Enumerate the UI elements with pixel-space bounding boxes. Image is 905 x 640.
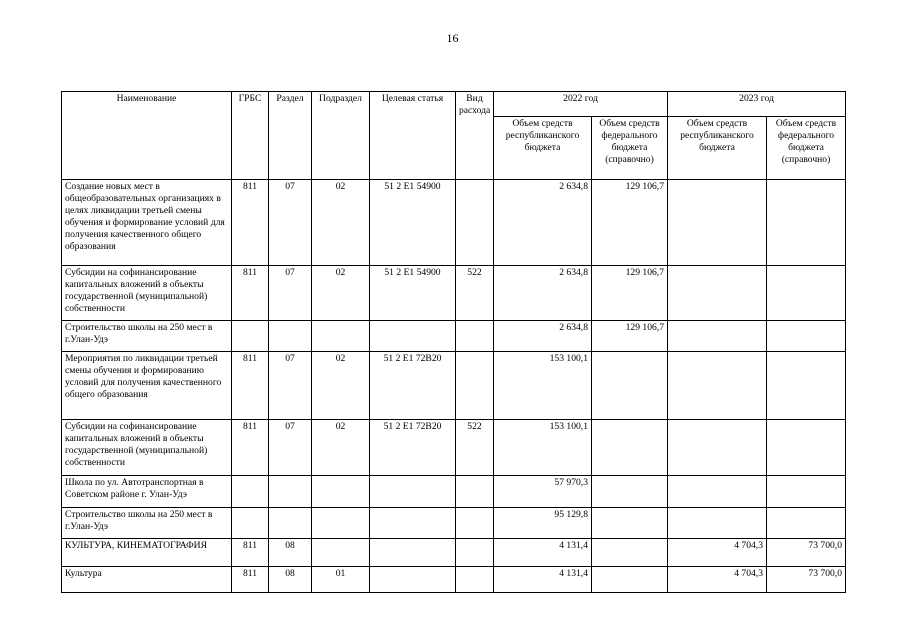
cell-name: Строительство школы на 250 мест в г.Улан-Удэ [62,321,232,352]
cell-republic-2023 [668,420,767,476]
cell-grbs: 811 [232,539,269,567]
cell-target: 51 2 Е1 54900 [370,180,456,266]
cell-republic-2022: 2 634,8 [494,180,592,266]
col-header-federal-2023: Объем средств федерального бюджета (справочно) [767,117,846,180]
cell-federal-2022: 129 106,7 [592,321,668,352]
cell-type: 522 [456,420,494,476]
table-row [62,508,846,539]
cell-subsection [312,476,370,508]
cell-subsection [312,508,370,539]
col-header-name: Наименование [62,92,232,180]
cell-federal-2023 [767,266,846,321]
col-header-year-2023: 2023 год [668,92,846,117]
cell-target [370,508,456,539]
cell-name: Субсидии на софинансирование капитальных вложений в объекты государственной (муниципальной) собственности [62,420,232,476]
cell-section: 07 [269,352,312,420]
cell-republic-2023 [668,352,767,420]
cell-federal-2022 [592,539,668,567]
col-header-federal-2022: Объем средств федерального бюджета (справочно) [592,117,668,180]
cell-type: 522 [456,266,494,321]
cell-name: Строительство школы на 250 мест в г.Улан-Удэ [62,508,232,539]
cell-target [370,567,456,593]
cell-name: Школа по ул. Автотранспортная в Советском районе г. Улан-Удэ [62,476,232,508]
table-row [62,321,846,352]
cell-name: Субсидии на софинансирование капитальных вложений в объекты государственной (муниципальной) собственности [62,266,232,321]
cell-grbs [232,321,269,352]
cell-section: 08 [269,567,312,593]
cell-type [456,508,494,539]
col-header-republic-2022: Объем средств республиканского бюджета [494,117,592,180]
cell-republic-2023 [668,476,767,508]
cell-section [269,321,312,352]
cell-republic-2022: 57 970,3 [494,476,592,508]
cell-section: 08 [269,539,312,567]
col-header-year-2022: 2022 год [494,92,668,117]
cell-target [370,539,456,567]
cell-federal-2022 [592,508,668,539]
cell-name: Мероприятия по ликвидации третьей смены обучения и формированию условий для получения качественного общего образования [62,352,232,420]
cell-section [269,476,312,508]
cell-subsection: 02 [312,420,370,476]
cell-type [456,539,494,567]
cell-federal-2023 [767,508,846,539]
col-header-republic-2023: Объем средств республиканского бюджета [668,117,767,180]
cell-republic-2022: 2 634,8 [494,266,592,321]
cell-target: 51 2 Е1 72В20 [370,420,456,476]
cell-republic-2022: 2 634,8 [494,321,592,352]
cell-federal-2022 [592,420,668,476]
table-row [62,180,846,266]
cell-subsection: 02 [312,352,370,420]
cell-name: Создание новых мест в общеобразовательных организациях в целях ликвидации третьей смены обучения и формирование условий для получения качественного общего образования [62,180,232,266]
cell-republic-2023: 4 704,3 [668,567,767,593]
cell-subsection: 02 [312,180,370,266]
budget-table [61,91,846,593]
cell-section [269,508,312,539]
cell-subsection: 01 [312,567,370,593]
cell-federal-2022 [592,476,668,508]
cell-grbs [232,508,269,539]
cell-republic-2022: 4 131,4 [494,539,592,567]
col-header-subsection: Подраздел [312,92,370,180]
cell-federal-2023 [767,420,846,476]
cell-republic-2022: 153 100,1 [494,420,592,476]
cell-type [456,180,494,266]
cell-grbs: 811 [232,352,269,420]
cell-subsection [312,539,370,567]
cell-type [456,476,494,508]
table-row [62,266,846,321]
cell-republic-2022: 153 100,1 [494,352,592,420]
cell-subsection [312,321,370,352]
cell-grbs: 811 [232,180,269,266]
cell-grbs [232,476,269,508]
cell-republic-2023 [668,266,767,321]
cell-federal-2023: 73 700,0 [767,567,846,593]
cell-federal-2022: 129 106,7 [592,180,668,266]
col-header-expense-type: Вид расхода [456,92,494,180]
cell-republic-2022: 95 129,8 [494,508,592,539]
table-row [62,476,846,508]
cell-republic-2022: 4 131,4 [494,567,592,593]
cell-name: КУЛЬТУРА, КИНЕМАТОГРАФИЯ [62,539,232,567]
cell-grbs: 811 [232,266,269,321]
header-row-top [62,92,846,117]
cell-type [456,352,494,420]
cell-republic-2023 [668,321,767,352]
col-header-target-article: Целевая статья [370,92,456,180]
cell-federal-2023 [767,321,846,352]
cell-federal-2022 [592,352,668,420]
cell-republic-2023 [668,508,767,539]
table-row [62,352,846,420]
page-number: 16 [446,31,459,45]
cell-target: 51 2 Е1 72В20 [370,352,456,420]
cell-section: 07 [269,180,312,266]
cell-subsection: 02 [312,266,370,321]
cell-type [456,567,494,593]
table-row [62,420,846,476]
cell-federal-2022 [592,567,668,593]
cell-federal-2023: 73 700,0 [767,539,846,567]
cell-republic-2023: 4 704,3 [668,539,767,567]
col-header-section: Раздел [269,92,312,180]
col-header-grbs: ГРБС [232,92,269,180]
cell-section: 07 [269,266,312,321]
cell-target [370,321,456,352]
cell-federal-2022: 129 106,7 [592,266,668,321]
cell-republic-2023 [668,180,767,266]
cell-target: 51 2 Е1 54900 [370,266,456,321]
table-row [62,539,846,567]
cell-federal-2023 [767,180,846,266]
cell-type [456,321,494,352]
cell-section: 07 [269,420,312,476]
table-row [62,567,846,593]
cell-grbs: 811 [232,420,269,476]
cell-grbs: 811 [232,567,269,593]
cell-federal-2023 [767,476,846,508]
cell-name: Культура [62,567,232,593]
cell-target [370,476,456,508]
cell-federal-2023 [767,352,846,420]
